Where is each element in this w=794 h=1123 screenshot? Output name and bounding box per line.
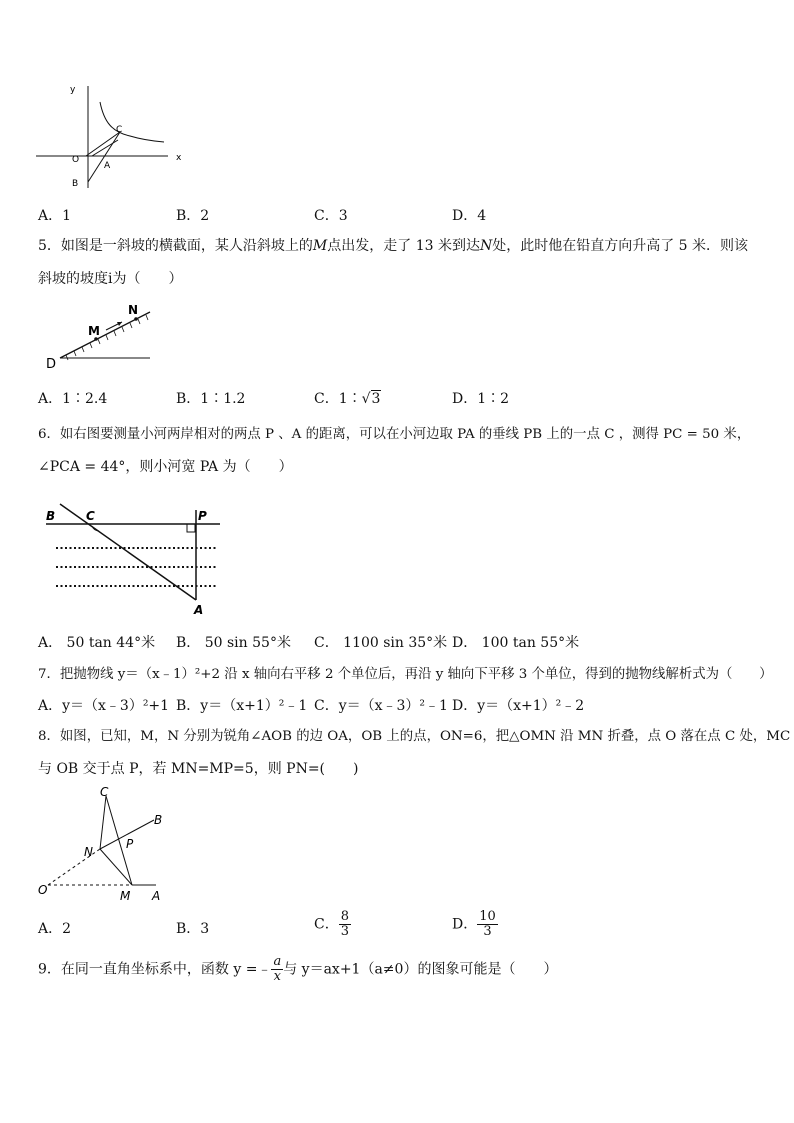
q8-option-c[interactable]	[314, 910, 351, 939]
q5-option-c[interactable]	[314, 391, 381, 407]
q8-label-p: P	[126, 837, 134, 851]
q5-option-c-prefix: C．1∶	[314, 391, 362, 407]
q8-label-c: C	[100, 785, 109, 799]
q5-option-a[interactable]: A．1∶2.4	[38, 391, 108, 407]
q8-label-n: N	[84, 845, 93, 859]
q5-stem-part3: 处，此时他在铅直方向升高了 5 米．则该	[492, 238, 749, 254]
q5-stem-part1: 5．如图是一斜坡的横截面，某人沿斜坡上的	[38, 238, 313, 254]
q9-fraction-num: a	[273, 954, 282, 969]
q7-option-b[interactable]: B．y＝（x+1）²﹣1	[176, 698, 308, 714]
q8-option-c-prefix: C．	[314, 916, 339, 933]
q9-stem-prefix: 9．在同一直角坐标系中，函数 y =﹣	[38, 961, 272, 978]
q6-label-a: A	[194, 603, 204, 617]
q4-label-c: C	[116, 125, 123, 135]
q5-label-n: N	[128, 303, 139, 317]
q4-option-a[interactable]: A．1	[38, 208, 72, 224]
q8-option-a[interactable]: A．2	[38, 921, 72, 937]
q8-option-d-prefix: D．	[452, 916, 478, 933]
q8-option-c-den: 3	[340, 924, 349, 939]
q4-label-x: x	[176, 153, 182, 163]
q5-stem-line1	[38, 238, 748, 254]
q8-option-c-fraction	[339, 910, 351, 939]
q6-label-b: B	[46, 509, 56, 523]
q7-option-d[interactable]: D．y＝（x+1）²﹣2	[452, 698, 585, 714]
q5-option-c-root: 3	[371, 391, 381, 407]
q5-stem-m: M	[312, 238, 328, 254]
q4-option-c[interactable]: C．3	[314, 208, 348, 224]
q8-option-b[interactable]: B．3	[176, 921, 210, 937]
q8-stem-line1: 8．如图，已知，M，N 分别为锐角∠AOB 的边 OA，OB 上的点，ON=6，把△OMN 沿 MN 折叠，点 O 落在点 C 处，MC	[38, 729, 791, 744]
q8-label-m: M	[120, 889, 131, 903]
q8-figure	[34, 784, 174, 904]
q9-stem-line1	[38, 955, 557, 984]
q8-option-d[interactable]	[452, 910, 498, 939]
q8-stem-line2: 与 OB 交于点 P，若 MN=MP=5，则 PN=( )	[38, 761, 359, 777]
q8-label-b: B	[154, 813, 163, 827]
q4-figure	[36, 84, 196, 194]
q4-option-b[interactable]: B．2	[176, 208, 210, 224]
q7-option-a[interactable]: A．y＝（x﹣3）²+1	[38, 698, 170, 714]
q6-option-c[interactable]: C． 1100 sin 35°米	[314, 635, 448, 651]
q4-label-b: B	[72, 179, 79, 189]
q6-label-c: C	[86, 509, 95, 523]
q5-stem-n: N	[479, 238, 493, 254]
q5-stem-part2: 点出发，走了 13 米到达	[327, 238, 480, 254]
q6-figure	[44, 500, 224, 622]
q9-fraction	[271, 955, 283, 984]
q5-option-b[interactable]: B．1∶1.2	[176, 391, 246, 407]
q5-option-d[interactable]: D．1∶2	[452, 391, 510, 407]
q6-stem-line1: 6．如右图要测量小河两岸相对的两点 P 、A 的距离，可以在小河边取 PA 的垂线 PB 上的一点 C ，测得 PC = 50 米，	[38, 427, 751, 442]
q4-label-y: y	[70, 85, 76, 95]
q8-option-d-num: 10	[479, 909, 496, 924]
q8-label-o: O	[38, 883, 48, 897]
q9-fraction-den: x	[273, 969, 281, 984]
q6-label-p: P	[198, 509, 207, 523]
q6-option-d[interactable]: D． 100 tan 55°米	[452, 635, 580, 651]
q5-label-m: M	[88, 324, 100, 338]
q6-option-b[interactable]: B． 50 sin 55°米	[176, 635, 291, 651]
q6-option-a[interactable]: A． 50 tan 44°米	[38, 635, 156, 651]
q8-option-d-fraction	[477, 910, 498, 939]
q4-label-a: A	[104, 161, 111, 171]
q6-stem-line2: ∠PCA = 44°，则小河宽 PA 为（ ）	[38, 459, 293, 475]
q8-option-d-den: 3	[483, 924, 492, 939]
q8-option-c-num: 8	[340, 909, 349, 924]
q5-label-d: D	[46, 357, 57, 372]
q4-option-d[interactable]: D．4	[452, 208, 487, 224]
q5-stem-line2: 斜坡的坡度i为（ ）	[38, 271, 183, 287]
q7-option-c[interactable]: C．y＝（x﹣3）²﹣1	[314, 698, 448, 714]
q5-figure	[42, 302, 162, 374]
q8-label-a: A	[152, 889, 161, 903]
q5-option-c-sqrt-icon: √	[361, 391, 371, 407]
q9-stem-suffix: 与 y＝ax+1（a≠0）的图象可能是（ ）	[283, 961, 558, 978]
q7-stem-line1: 7．把抛物线 y＝（x﹣1）²+2 沿 x 轴向右平移 2 个单位后，再沿 y 轴向下平移 3 个单位，得到的抛物线解析式为（ ）	[38, 667, 773, 682]
q4-label-o: O	[72, 155, 80, 165]
